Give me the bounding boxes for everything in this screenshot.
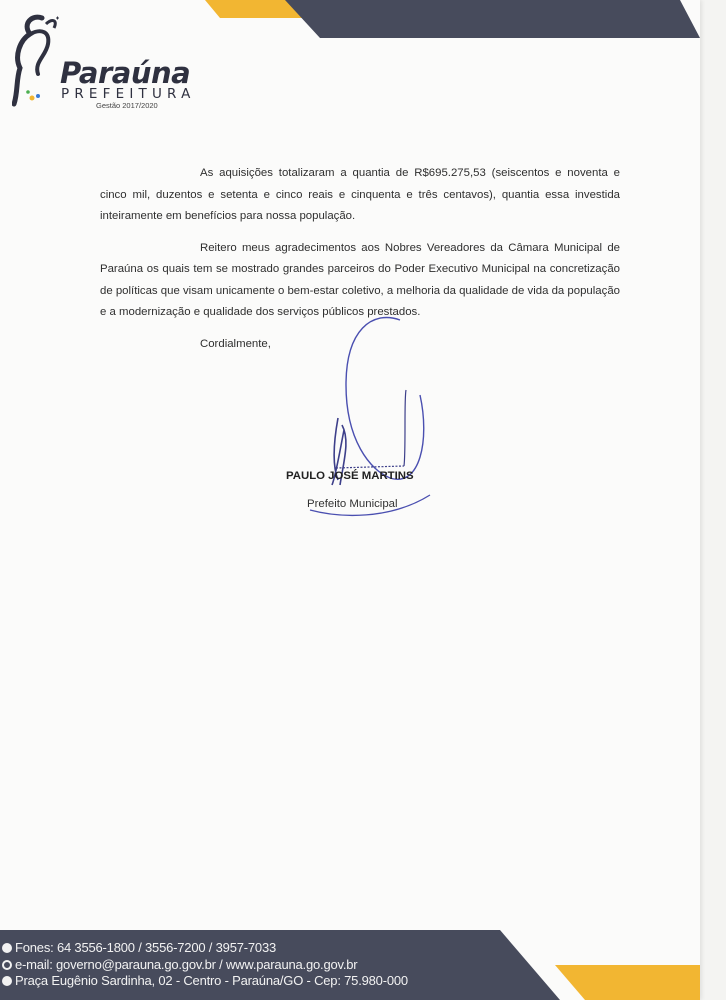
email-icon xyxy=(2,960,12,970)
phone-icon xyxy=(2,943,12,953)
footer-band-gold xyxy=(555,965,700,1000)
footer-address-text: Praça Eugênio Sardinha, 02 - Centro - Paraúna/GO - Cep: 75.980-000 xyxy=(15,973,408,988)
footer-phones xyxy=(2,940,408,957)
prefeitura-logo xyxy=(12,10,212,115)
footer-email-text: e-mail: governo@parauna.go.gov.br / www.parauna.go.gov.br xyxy=(15,956,358,972)
signer-title: Prefeito Municipal xyxy=(307,498,398,510)
header-band-dark xyxy=(285,0,700,38)
paragraph-acknowledgements: Reitero meus agradecimentos aos Nobres Vereadores da Câmara Municipal de Paraúna os quais tem se mostrado grandes parceiros do Poder Executivo Municipal na concretização de políticas que visam unicamente o bem-estar coletivo, a melhoria da qualidade de vida da população e a modernização e qualidade dos serviços públicos prestados. xyxy=(100,241,620,318)
signer-name: PAULO JOSÉ MARTINS xyxy=(286,470,414,482)
logo-subtitle: PREFEITURA xyxy=(61,86,196,102)
handwritten-signature xyxy=(280,290,480,530)
footer-contacts xyxy=(2,940,408,990)
logo-term: Gestão 2017/2020 xyxy=(96,101,158,110)
footer-email xyxy=(2,957,408,974)
footer-address xyxy=(2,973,408,990)
location-pin-icon xyxy=(2,976,12,986)
logo-title: Paraúna xyxy=(60,56,191,90)
paragraph-acquisitions: As aquisições totalizaram a quantia de R$695.275,53 (seiscentos e noventa e cinco mil, duzentos e setenta e cinco reais e cinquenta e três centavos), quantia essa investida inteiramente em benefícios para nossa população. xyxy=(100,167,620,222)
closing: Cordialmente, xyxy=(200,337,271,350)
footer-phones-text: Fones: 64 3556-1800 / 3556-7200 / 3957-7033 xyxy=(15,940,277,955)
